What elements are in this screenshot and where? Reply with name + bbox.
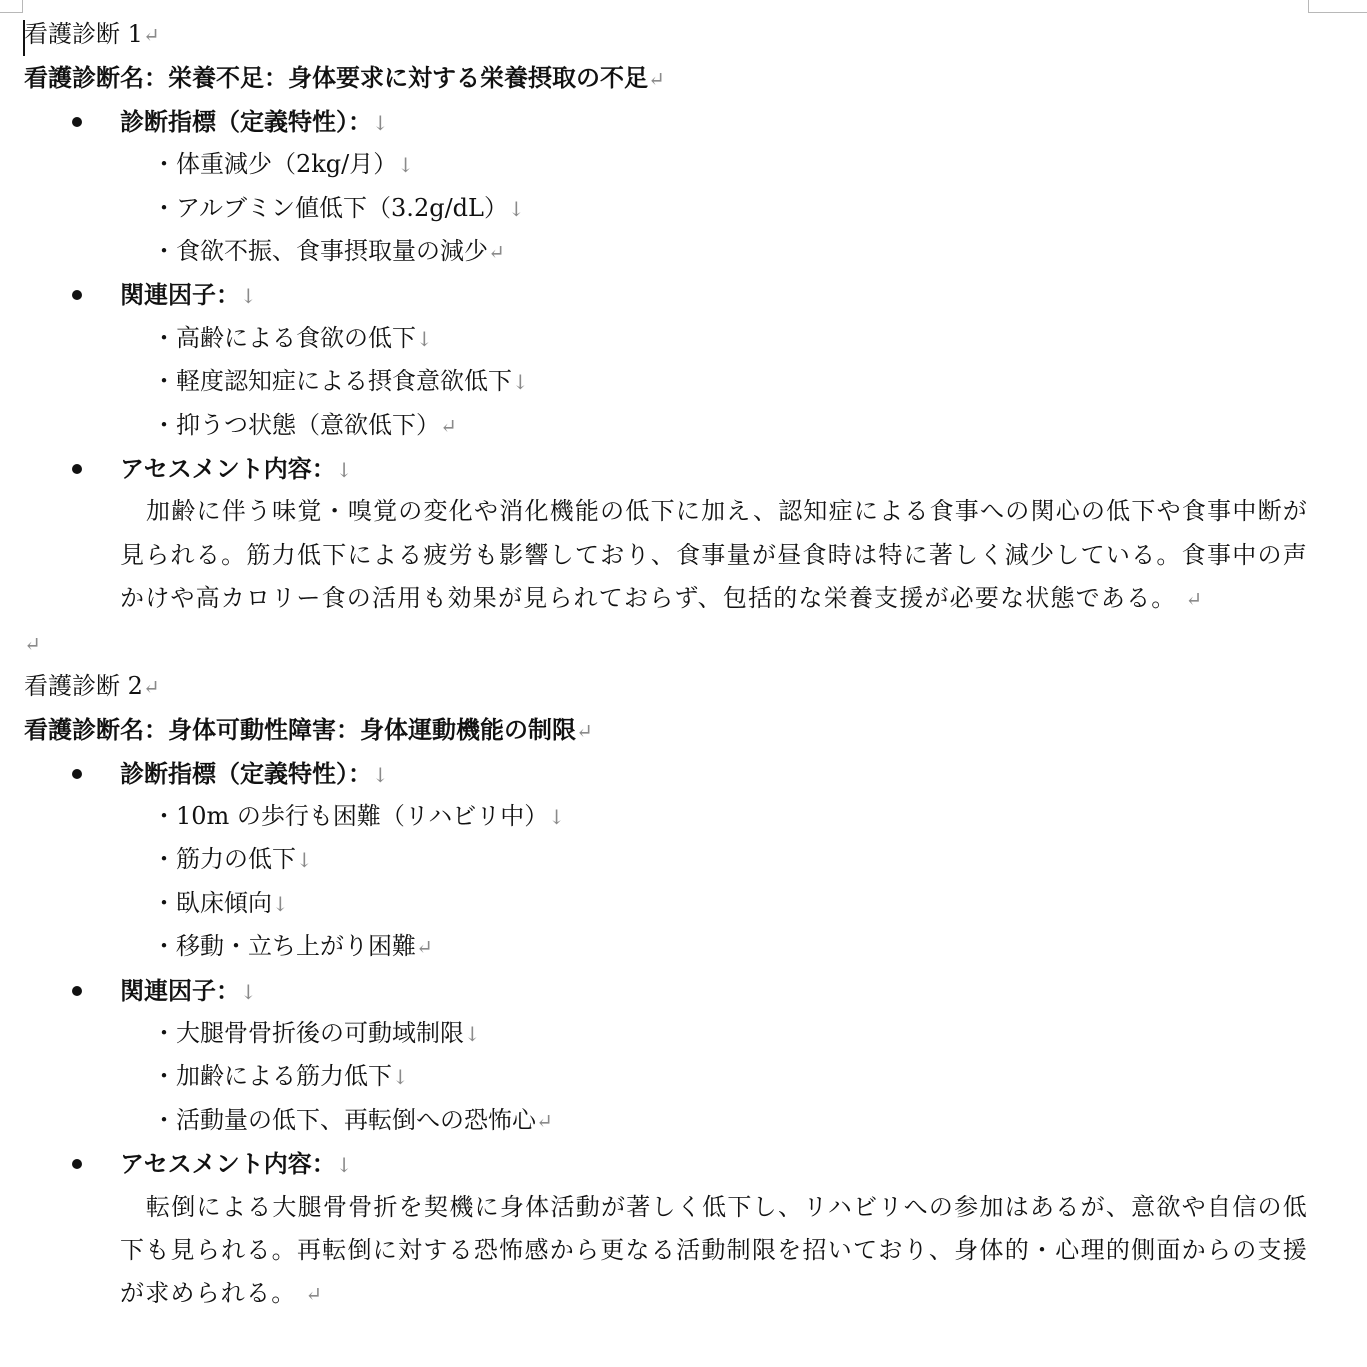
- indicator-item[interactable]: ・食欲不振、食事摂取量の減少↵: [152, 236, 505, 265]
- indicator-item[interactable]: ・移動・立ち上がり困難↵: [152, 932, 433, 961]
- assessment-heading[interactable]: アセスメント内容：↓: [24, 447, 1314, 490]
- paragraph-mark: ↵: [536, 1108, 553, 1133]
- indicator-item[interactable]: ・筋力の低下↓: [152, 845, 313, 874]
- assessment-paragraph[interactable]: 転倒による大腿骨骨折を契機に身体活動が著しく低下し、リハビリへの参加はあるが、意欲や自信の低下も見られる。再転倒に対する恐怖感から更なる活動制限を招いており、身体的・心理的側面からの支援が求められる。 ↵: [120, 1192, 1308, 1308]
- paragraph-mark: ↵: [416, 935, 433, 960]
- diagnosis-name[interactable]: 看護診断名：栄養不足：身体要求に対する栄養摂取の不足↵: [24, 63, 665, 93]
- indicator-item[interactable]: ・臥床傾向↓: [152, 888, 289, 917]
- bullet-icon: [72, 769, 82, 779]
- line-break-mark: ↓: [548, 805, 565, 830]
- factor-item[interactable]: ・高齢による食欲の低下↓: [152, 323, 433, 352]
- line-break-mark: ↓: [335, 457, 353, 482]
- page-corner-mark: [0, 0, 23, 13]
- line-break-mark: ↓: [372, 110, 389, 135]
- diagnosis-name[interactable]: 看護診断名：身体可動性障害：身体運動機能の制限↵: [24, 715, 593, 745]
- factor-item[interactable]: ・活動量の低下、再転倒への恐怖心↵: [152, 1105, 553, 1134]
- factor-item[interactable]: ・軽度認知症による摂食意欲低下↓: [152, 367, 529, 396]
- line-break-mark: ↓: [272, 891, 289, 916]
- paragraph-mark: ↵: [488, 239, 505, 264]
- factors-heading[interactable]: 関連因子：↓: [24, 273, 1314, 316]
- paragraph-mark: ↵: [648, 67, 665, 92]
- assessment-heading[interactable]: アセスメント内容：↓: [24, 1142, 1314, 1185]
- line-break-mark: ↓: [397, 153, 415, 178]
- paragraph-mark: ↵: [1185, 587, 1204, 612]
- diagnosis-heading[interactable]: 看護診断 2↵: [24, 671, 160, 700]
- paragraph-mark: ↵: [142, 23, 160, 47]
- factor-item[interactable]: ・加齢による筋力低下↓: [152, 1062, 409, 1091]
- indicator-item[interactable]: ・アルブミン値低下（3.2g/dL）↓: [152, 193, 525, 222]
- line-break-mark: ↓: [372, 762, 389, 787]
- line-break-mark: ↓: [416, 326, 433, 351]
- paragraph-mark: ↵: [440, 413, 457, 438]
- bullet-icon: [72, 464, 82, 474]
- page-corner-mark: [1308, 0, 1367, 13]
- line-break-mark: ↓: [296, 848, 313, 873]
- bullet-icon: [72, 290, 82, 300]
- bullet-icon: [72, 1159, 82, 1169]
- assessment-paragraph[interactable]: 加齢に伴う味覚・嗅覚の変化や消化機能の低下に加え、認知症による食事への関心の低下や食事中断が見られる。筋力低下による疲労も影響しており、食事量が昼食時は特に著しく減少している。食事中の声かけや高カロリー食の活用も効果が見られておらず、包括的な栄養支援が必要な状態である。 ↵: [120, 497, 1308, 613]
- factor-item[interactable]: ・大腿骨骨折後の可動域制限↓: [152, 1019, 481, 1048]
- factors-heading[interactable]: 関連因子：↓: [24, 969, 1314, 1012]
- line-break-mark: ↓: [507, 196, 525, 221]
- paragraph-mark: ↵: [142, 674, 160, 699]
- indicator-item[interactable]: ・体重減少（2kg/月）↓: [152, 150, 415, 179]
- line-break-mark: ↓: [512, 370, 529, 395]
- factor-item[interactable]: ・抑うつ状態（意欲低下）↵: [152, 410, 457, 439]
- bullet-icon: [72, 986, 82, 996]
- paragraph-mark: ↵: [305, 1282, 324, 1307]
- empty-paragraph[interactable]: [24, 622, 1314, 665]
- bullet-icon: [72, 117, 82, 127]
- diagnosis-heading[interactable]: 看護診断 1↵: [24, 20, 160, 48]
- indicator-item[interactable]: ・10m の歩行も困難（リハビリ中）↓: [152, 802, 565, 831]
- line-break-mark: ↓: [464, 1022, 481, 1047]
- indicators-heading[interactable]: 診断指標（定義特性）：↓: [24, 100, 1314, 143]
- line-break-mark: ↓: [335, 1153, 353, 1178]
- paragraph-mark: ↵: [576, 719, 593, 744]
- line-break-mark: ↓: [392, 1065, 409, 1090]
- indicators-heading[interactable]: 診断指標（定義特性）：↓: [24, 752, 1314, 795]
- document-body[interactable]: [24, 13, 1314, 1317]
- line-break-mark: ↓: [240, 979, 257, 1004]
- paragraph-mark: ↵: [24, 631, 41, 656]
- line-break-mark: ↓: [240, 284, 257, 309]
